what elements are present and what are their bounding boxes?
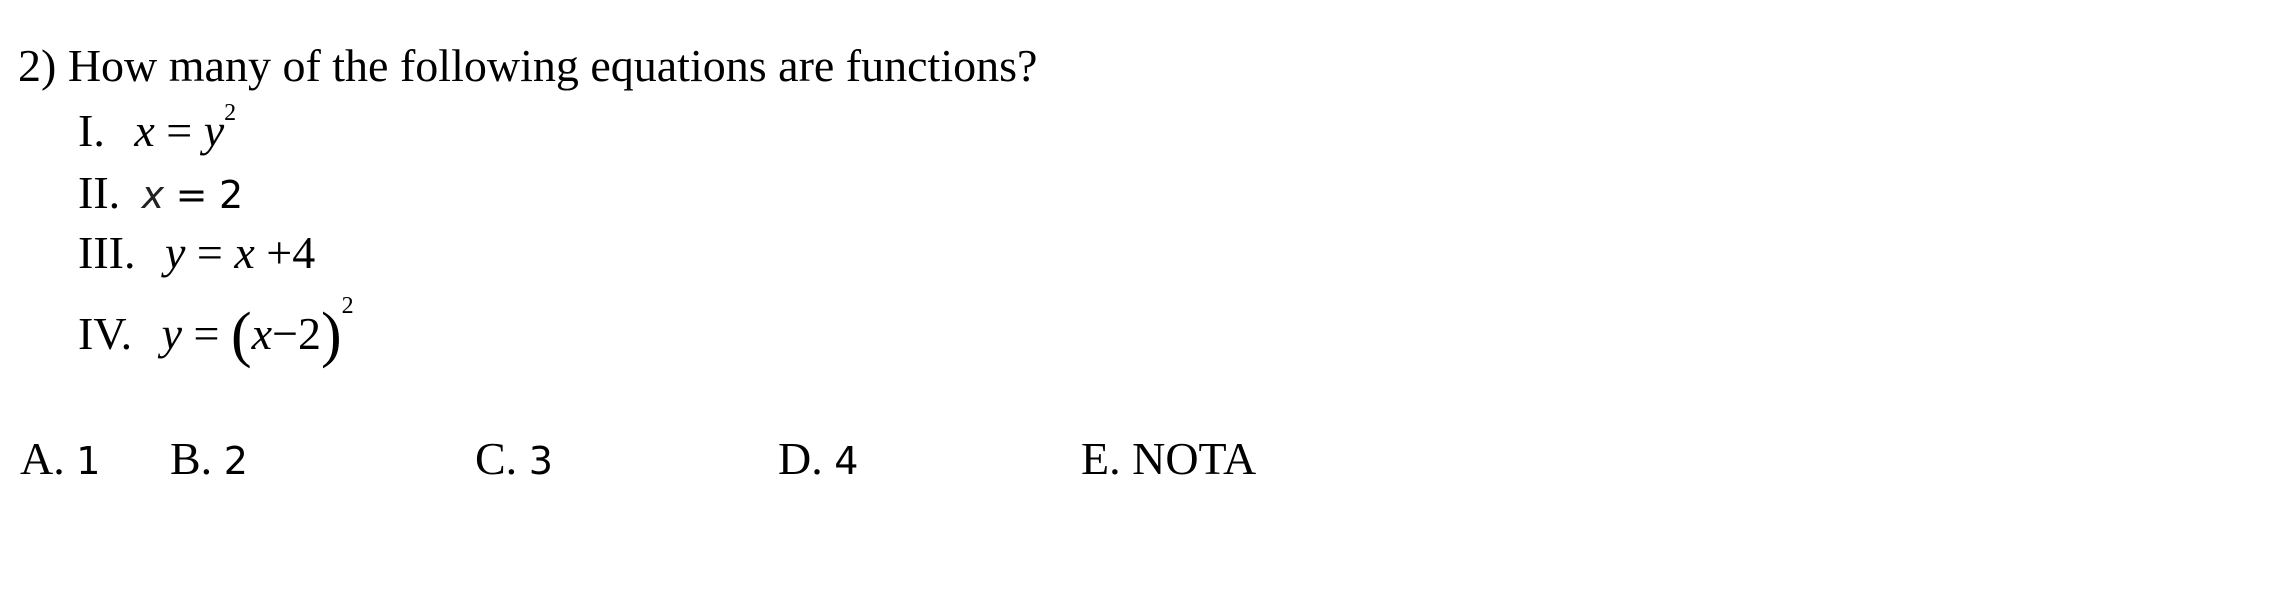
equation-operator: − — [272, 308, 299, 359]
equation-exponent: 2 — [224, 100, 237, 126]
equation-numeral: II. — [78, 167, 121, 218]
equation-exponent: 2 — [341, 293, 354, 319]
choice-letter: B. — [170, 433, 213, 484]
choice-letter: D. — [778, 433, 823, 484]
equation-1 — [78, 100, 237, 157]
equation-operator: + — [266, 227, 293, 278]
equation-relation: = — [166, 105, 193, 156]
question-text: 2) How many of the following equations are functions? — [18, 40, 1038, 91]
equation-constant: 2 — [298, 308, 322, 359]
equation-2 — [78, 166, 243, 219]
equation-var: x — [251, 308, 273, 359]
equation-rhs: 2 — [218, 173, 244, 217]
choice-d[interactable] — [778, 432, 858, 485]
equation-lhs: x — [141, 173, 165, 217]
equation-4 — [78, 293, 354, 371]
choice-value: NOTA — [1132, 433, 1257, 484]
equation-lhs: y — [164, 227, 186, 278]
choice-value: 1 — [76, 439, 101, 483]
equation-relation: = — [175, 173, 208, 217]
equation-rhs: y — [203, 105, 225, 156]
equation-lhs: x — [134, 105, 155, 156]
choice-a[interactable] — [20, 432, 100, 485]
equation-constant: 4 — [292, 227, 316, 278]
choice-value: 2 — [223, 439, 248, 483]
equation-3 — [78, 226, 315, 279]
choice-c[interactable] — [475, 432, 553, 485]
equation-relation: = — [193, 308, 220, 359]
choice-b[interactable] — [170, 432, 248, 485]
equation-numeral: I. — [78, 105, 105, 156]
choice-letter: C. — [475, 433, 518, 484]
choice-e[interactable] — [1081, 432, 1256, 485]
equation-numeral: IV. — [78, 308, 133, 359]
equation-lhs: y — [161, 308, 183, 359]
choice-letter: E. — [1081, 433, 1121, 484]
choice-letter: A. — [20, 433, 65, 484]
open-paren: ( — [230, 301, 252, 369]
equation-numeral: III. — [78, 227, 136, 278]
equation-relation: = — [196, 227, 223, 278]
choice-value: 4 — [834, 439, 859, 483]
choice-value: 3 — [528, 439, 553, 483]
close-paren: ) — [321, 301, 342, 369]
equation-var: x — [234, 227, 255, 278]
